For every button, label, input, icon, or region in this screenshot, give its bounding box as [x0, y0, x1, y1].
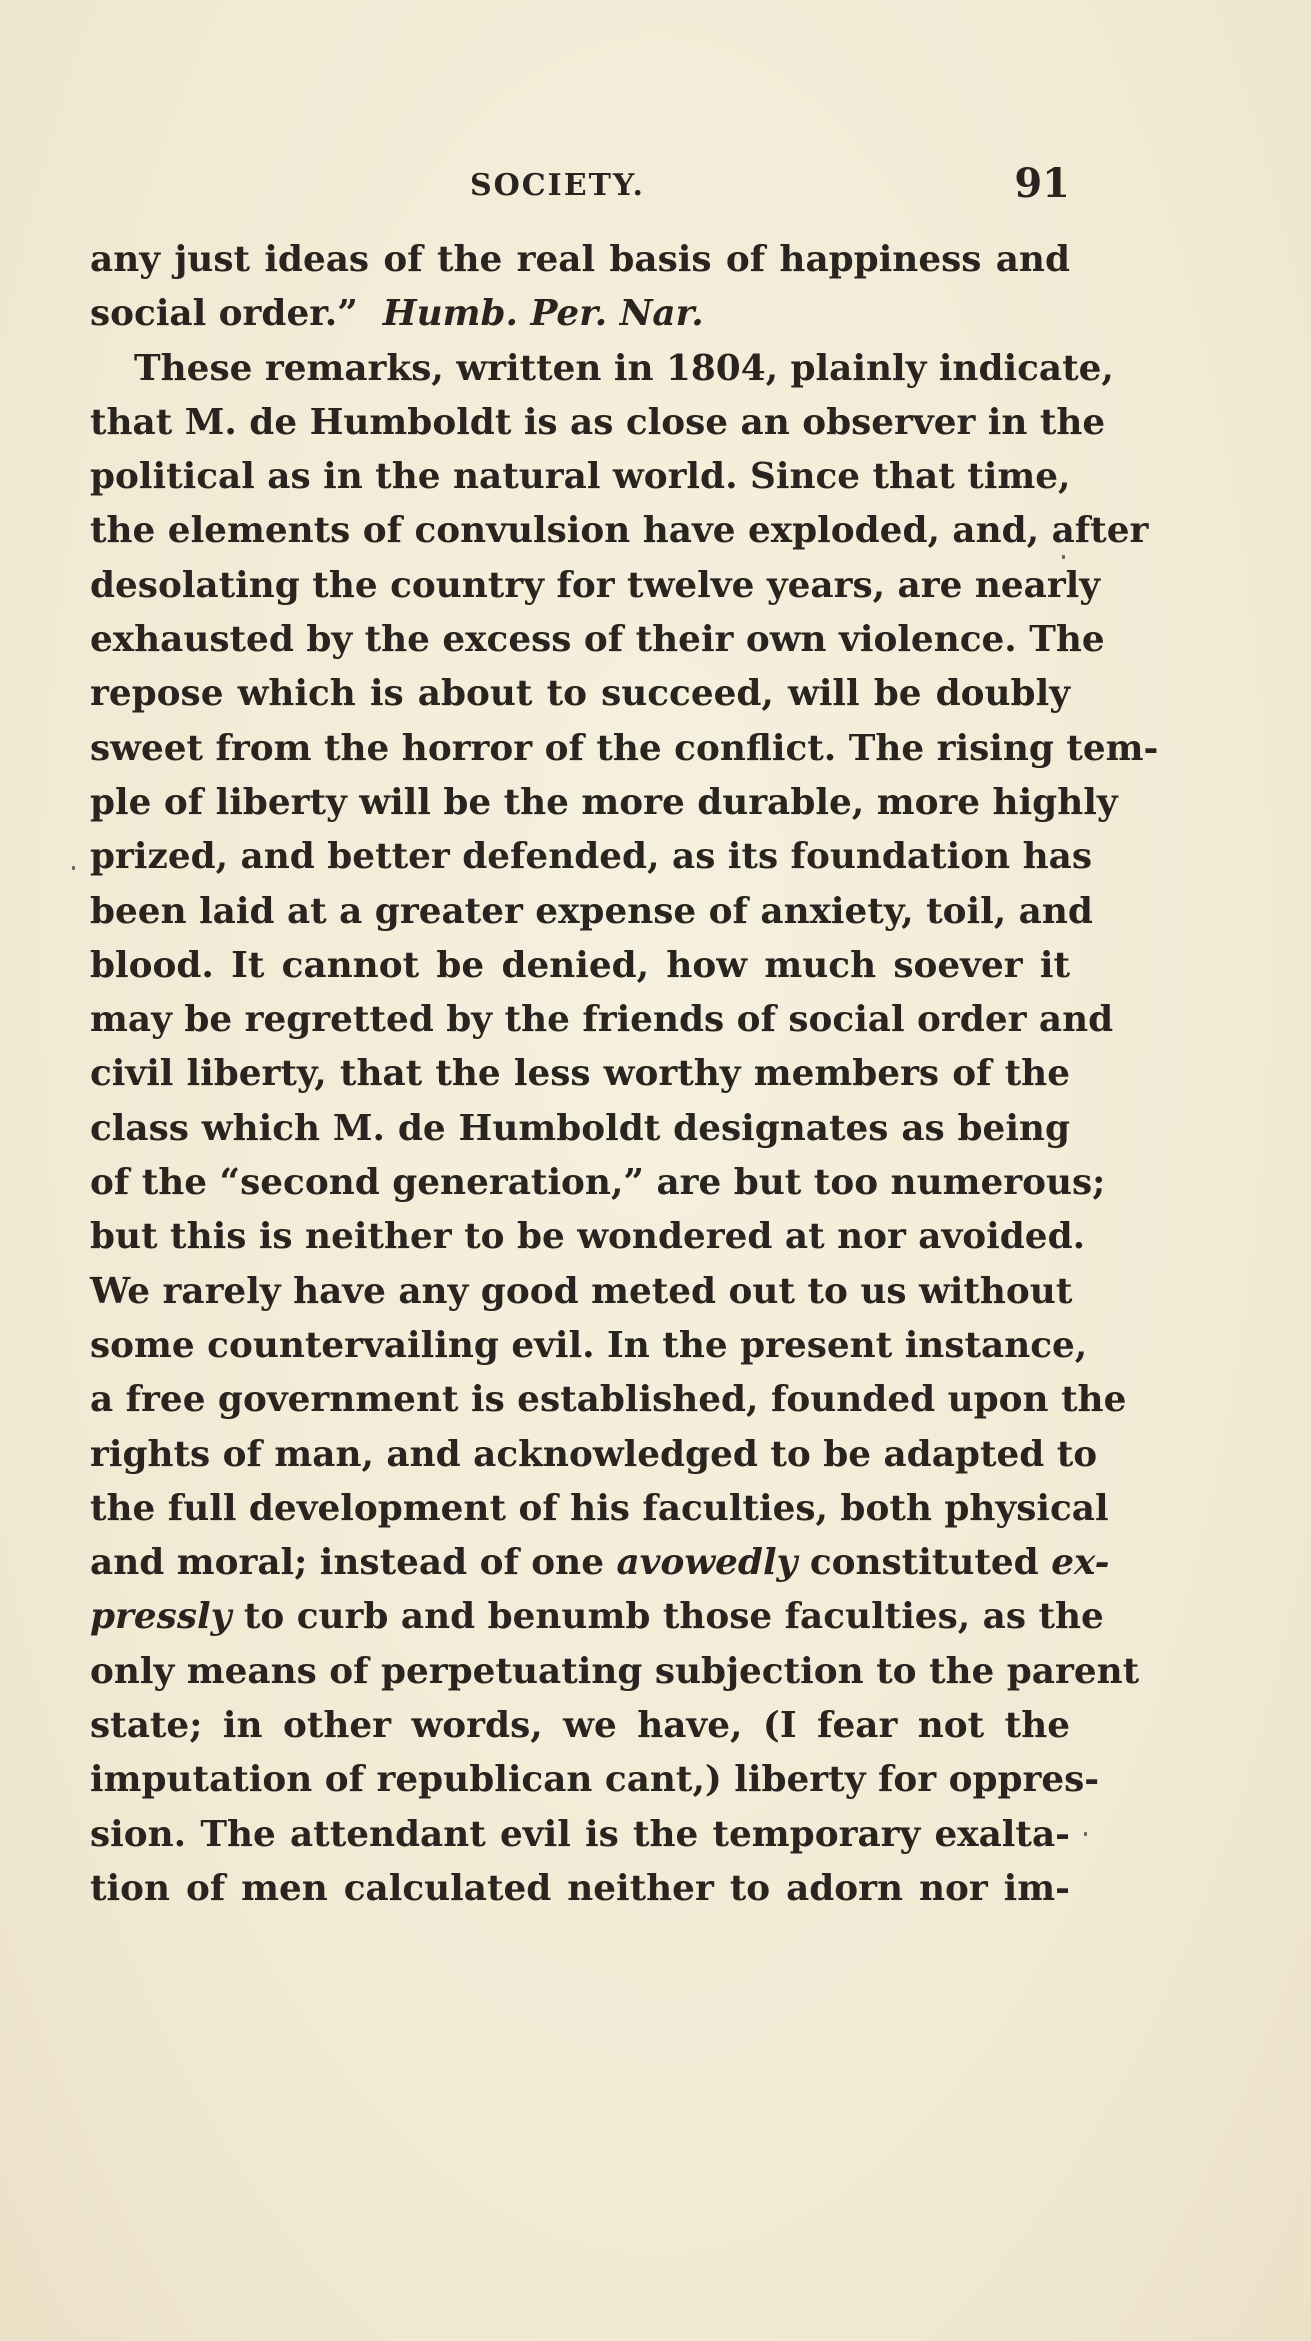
text-line: only means of perpetuating subjection to the parent: [90, 1649, 1140, 1692]
text-line-pressly: [90, 1589, 1104, 1643]
text-line: any just ideas of the real basis of happiness and: [90, 238, 1070, 280]
paper-speck: [1084, 1832, 1087, 1836]
text-line: the full development of his faculties, both physical: [90, 1486, 1109, 1529]
avowedly-italic: avowedly: [616, 1541, 798, 1584]
text-line: desolating the country for twelve years, are nearly: [90, 563, 1101, 606]
page-number: 91: [1014, 160, 1070, 207]
text-line: tion of men calculated neither to adorn nor im-: [90, 1866, 1070, 1909]
text-line: prized, and better defended, as its foundation has: [90, 835, 1092, 878]
text-line: ple of liberty will be the more durable, more highly: [90, 780, 1118, 823]
text-line: some countervailing evil. In the present instance,: [90, 1323, 1088, 1366]
citation: Humb. Per. Nar.: [382, 292, 704, 335]
expressly-italic-start: ex-: [1051, 1541, 1110, 1584]
paper-speck: [72, 866, 75, 870]
text-line-moral: [90, 1535, 1110, 1589]
text-line: We rarely have any good meted out to us without: [90, 1269, 1073, 1312]
moral-pre: and moral; instead of one: [90, 1541, 604, 1584]
running-head: SOCIETY.: [470, 168, 645, 203]
text-line: exhausted by the excess of their own violence. The: [90, 618, 1105, 661]
moral-post: constituted: [809, 1541, 1039, 1584]
text-line: political as in the natural world. Since that time,: [90, 455, 1071, 498]
text-line: sion. The attendant evil is the temporary exalta-: [90, 1812, 1070, 1855]
text-line: rights of man, and acknowledged to be adapted to: [90, 1432, 1098, 1475]
paper-speck: [1062, 555, 1065, 559]
text-line: repose which is about to succeed, will be doubly: [90, 672, 1070, 715]
expressly-italic-end: pressly: [90, 1595, 232, 1638]
text-line: state; in other words, we have, (I fear not the: [90, 1704, 1070, 1747]
text-line: imputation of republican cant,) liberty for oppres-: [90, 1758, 1100, 1801]
text-line: sweet from the horror of the conflict. The rising tem-: [90, 726, 1159, 769]
page-header: [90, 160, 1070, 210]
text-line: but this is neither to be wondered at nor avoided.: [90, 1215, 1086, 1258]
text-line: blood. It cannot be denied, how much soever it: [90, 943, 1070, 986]
text-line-citation: [90, 286, 1070, 340]
text-line: that M. de Humboldt is as close an observer in the: [90, 400, 1106, 443]
text-line: been laid at a greater expense of anxiety, toil, and: [90, 889, 1093, 932]
text-line: the elements of convulsion have exploded, and, after: [90, 509, 1149, 552]
text-line: of the “second generation,” are but too numerous;: [90, 1161, 1106, 1204]
text-line: These remarks, written in 1804, plainly indicate,: [134, 346, 1114, 389]
quote-end: social order.”: [90, 292, 358, 335]
text-line: a free government is established, founded upon the: [90, 1378, 1127, 1421]
text-line: civil liberty, that the less worthy members of the: [90, 1052, 1070, 1095]
body-text: [90, 232, 1159, 1915]
text-line: may be regretted by the friends of social order and: [90, 998, 1114, 1041]
pressly-post: to curb and benumb those faculties, as the: [243, 1595, 1104, 1638]
text-line: class which M. de Humboldt designates as being: [90, 1106, 1070, 1149]
